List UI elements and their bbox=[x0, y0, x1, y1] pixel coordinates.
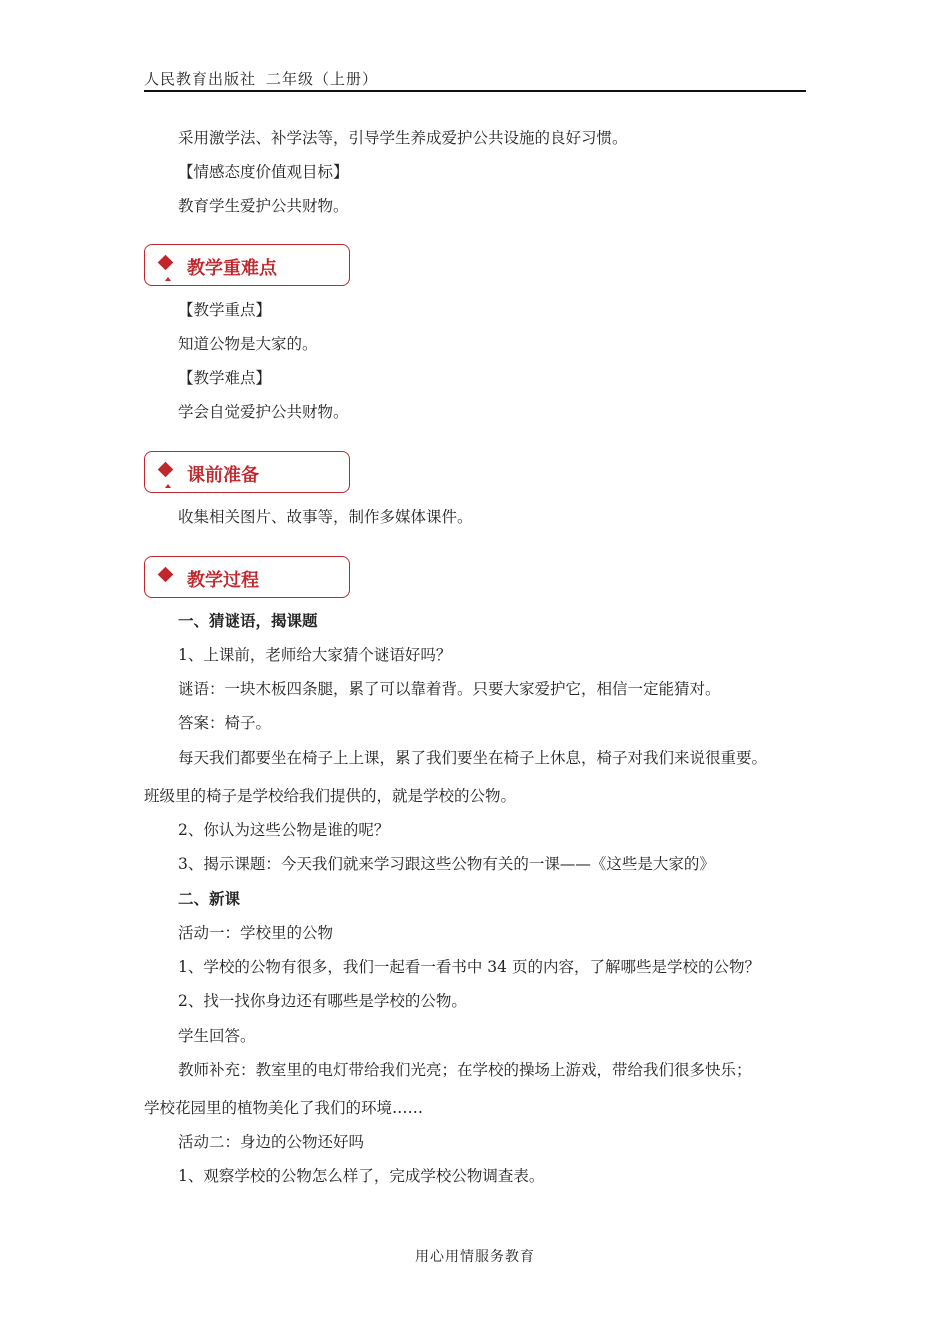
paragraph: 1、上课前，老师给大家猜个谜语好吗？ bbox=[178, 646, 452, 664]
paragraph: 1、观察学校的公物怎么样了，完成学校公物调查表。 bbox=[178, 1167, 545, 1185]
page-footer: 用心用情服务教育 bbox=[415, 1249, 535, 1265]
section-title: 教学过程 bbox=[187, 570, 259, 591]
paragraph: 学生回答。 bbox=[178, 1027, 256, 1045]
paragraph: 学校花园里的植物美化了我们的环境…… bbox=[144, 1099, 424, 1117]
tick-icon bbox=[165, 484, 171, 488]
paragraph: 2、你认为这些公物是谁的呢？ bbox=[178, 821, 390, 839]
difficulty-heading: 【教学难点】 bbox=[178, 369, 272, 387]
diamond-icon bbox=[158, 255, 174, 271]
paragraph: 3、揭示课题：今天我们就来学习跟这些公物有关的一课——《这些是大家的》 bbox=[178, 855, 715, 873]
paragraph: 1、学校的公物有很多，我们一起看一看书中 34 页的内容，了解哪些是学校的公物？ bbox=[178, 958, 760, 976]
emotion-text: 教育学生爱护公共财物。 bbox=[178, 197, 349, 215]
emotion-heading: 【情感态度价值观目标】 bbox=[178, 163, 349, 181]
paragraph: 班级里的椅子是学校给我们提供的，就是学校的公物。 bbox=[144, 787, 517, 805]
activity-heading: 活动二：身边的公物还好吗 bbox=[178, 1133, 365, 1151]
page-header bbox=[144, 64, 806, 92]
tick-icon bbox=[165, 277, 171, 281]
intro-line: 采用激学法、补学法等，引导学生养成爱护公共设施的良好习惯。 bbox=[178, 129, 628, 147]
focus-heading: 【教学重点】 bbox=[178, 301, 272, 319]
section-key-points bbox=[144, 244, 350, 286]
paragraph: 教师补充：教室里的电灯带给我们光亮；在学校的操场上游戏，带给我们很多快乐； bbox=[178, 1061, 752, 1079]
focus-text: 知道公物是大家的。 bbox=[178, 335, 318, 353]
paragraph: 每天我们都要坐在椅子上上课，累了我们要坐在椅子上休息，椅子对我们来说很重要。 bbox=[178, 749, 768, 767]
preparation-text: 收集相关图片、故事等，制作多媒体课件。 bbox=[178, 508, 473, 526]
paragraph: 2、找一找你身边还有哪些是学校的公物。 bbox=[178, 992, 467, 1010]
diamond-icon bbox=[158, 567, 174, 583]
paragraph: 答案：椅子。 bbox=[178, 714, 272, 732]
part1-heading: 一、猜谜语，揭课题 bbox=[178, 611, 318, 630]
paragraph: 谜语：一块木板四条腿，累了可以靠着背。只要大家爱护它，相信一定能猜对。 bbox=[178, 680, 721, 698]
section-preparation bbox=[144, 451, 350, 493]
difficulty-text: 学会自觉爱护公共财物。 bbox=[178, 403, 349, 421]
diamond-icon bbox=[158, 462, 174, 478]
activity-heading: 活动一：学校里的公物 bbox=[178, 924, 334, 942]
section-title: 教学重难点 bbox=[187, 258, 277, 279]
part2-heading: 二、新课 bbox=[178, 889, 241, 908]
section-process bbox=[144, 556, 350, 598]
header-text: 人民教育出版社 二年级（上册） bbox=[144, 70, 379, 88]
section-title: 课前准备 bbox=[187, 465, 259, 486]
